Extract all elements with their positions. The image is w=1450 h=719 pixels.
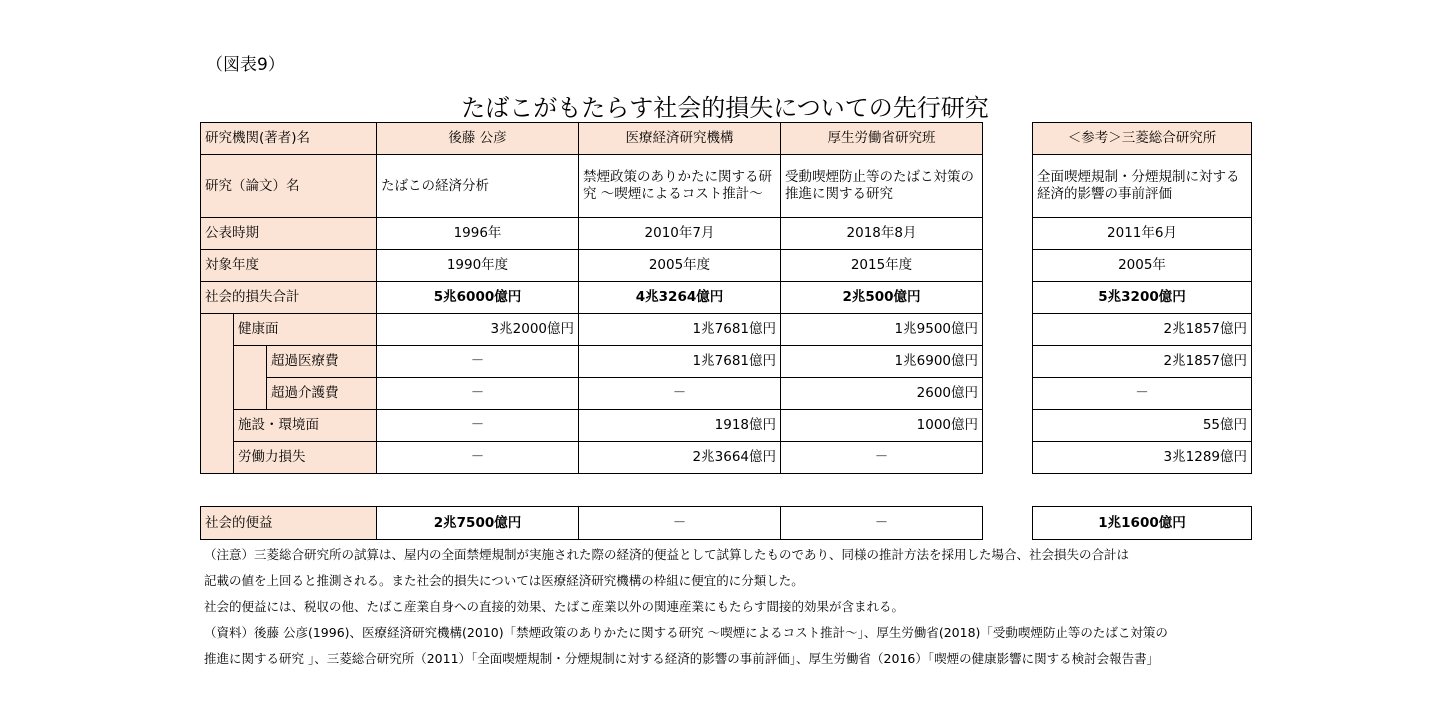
table-cell: －	[579, 378, 781, 410]
table-cell: －	[377, 410, 579, 442]
table-row	[201, 155, 983, 218]
col-header: 後藤 公彦	[377, 123, 579, 155]
table-cell: 2兆3664億円	[579, 442, 781, 474]
table-cell: －	[781, 507, 983, 540]
table-cell: 4兆3264億円	[579, 282, 781, 314]
table-cell: 1996年	[377, 218, 579, 250]
table-cell: －	[781, 442, 983, 474]
table-cell: 55億円	[1033, 410, 1252, 442]
benefit-ref-table	[1032, 506, 1252, 540]
table-cell: 3兆2000億円	[377, 314, 579, 346]
note-line: 推進に関する研究 」、三菱総合研究所（2011）「全面喫煙規制・分煙規制に対する経済的影響の事前評価」、厚生労働省（2016）「喫煙の健康影響に関する検討会報告書」	[204, 651, 1160, 666]
col-header: 医療経済研究機構	[579, 123, 781, 155]
table-cell: 2010年7月	[579, 218, 781, 250]
table-cell: 2兆500億円	[781, 282, 983, 314]
table-cell: たばこの経済分析	[377, 155, 579, 218]
ref-header: ＜参考＞三菱総合研究所	[1033, 123, 1252, 155]
table-cell: －	[1033, 378, 1252, 410]
table-cell: －	[579, 507, 781, 540]
table-row	[201, 218, 983, 250]
note-line: （資料）後藤 公彦(1996)、医療経済研究機構(2010)「禁煙政策のありかたに関する研究 ～喫煙によるコスト推計～」、厚生労働省(2018)「受動喫煙防止等のたばこ対策の	[204, 625, 1168, 640]
table-row	[1033, 218, 1252, 250]
table-row	[201, 123, 983, 155]
table-row	[1033, 442, 1252, 474]
table-cell: 1兆9500億円	[781, 314, 983, 346]
table-cell: 1兆7681億円	[579, 346, 781, 378]
table-row	[1033, 282, 1252, 314]
table-row	[201, 314, 983, 346]
notes	[204, 542, 1168, 672]
table-cell: 2005年	[1033, 250, 1252, 282]
table-cell: 2015年度	[781, 250, 983, 282]
note-line: 社会的便益には、税収の他、たばこ産業自身への直接的効果、たばこ産業以外の関連産業にもたらす間接的効果が含まれる。	[204, 599, 905, 614]
col-header: 厚生労働省研究班	[781, 123, 983, 155]
row-label: 社会的便益	[201, 507, 377, 540]
table-row	[1033, 250, 1252, 282]
table-cell: 2005年度	[579, 250, 781, 282]
table-row	[201, 507, 983, 540]
row-label: 研究（論文）名	[201, 155, 377, 218]
table-row	[1033, 123, 1252, 155]
table-row	[1033, 507, 1252, 540]
reference-table	[1032, 122, 1252, 474]
table-row	[1033, 314, 1252, 346]
table-cell: 2兆1857億円	[1033, 346, 1252, 378]
table-cell: 5兆6000億円	[377, 282, 579, 314]
table-cell: －	[377, 442, 579, 474]
main-table	[200, 122, 983, 474]
table-cell: 5兆3200億円	[1033, 282, 1252, 314]
table-cell: －	[377, 378, 579, 410]
table-row	[201, 346, 983, 378]
note-line: 記載の値を上回ると推測される。また社会的損失については医療経済研究機構の枠組に便宜的に分類した。	[204, 573, 804, 588]
table-row	[1033, 155, 1252, 218]
note-line: （注意）三菱総合研究所の試算は、屋内の全面禁煙規制が実施された際の経済的便益として試算したものであり、同様の推計方法を採用した場合、社会損失の合計は	[204, 547, 1130, 562]
table-row	[201, 282, 983, 314]
row-label: 労働力損失	[234, 442, 377, 474]
table-cell: 3兆1289億円	[1033, 442, 1252, 474]
table-cell: 1000億円	[781, 410, 983, 442]
table-row	[201, 410, 983, 442]
table-cell: 1918億円	[579, 410, 781, 442]
table-cell: 2兆7500億円	[377, 507, 579, 540]
table-row	[201, 442, 983, 474]
indent-spacer	[234, 346, 267, 410]
table-row	[1033, 410, 1252, 442]
figure-label: （図表9）	[206, 55, 285, 75]
row-label: 社会的損失合計	[201, 282, 377, 314]
table-cell: 2兆1857億円	[1033, 314, 1252, 346]
table-cell: 2600億円	[781, 378, 983, 410]
table-cell: 2011年6月	[1033, 218, 1252, 250]
benefit-table	[200, 506, 983, 540]
row-label: 健康面	[234, 314, 377, 346]
table-cell: －	[377, 346, 579, 378]
table-row	[1033, 378, 1252, 410]
table-row	[201, 250, 983, 282]
header-label: 研究機関(著者)名	[201, 123, 377, 155]
row-label: 超過医療費	[267, 346, 377, 378]
table-cell: 禁煙政策のありかたに関する研究 ～喫煙によるコスト推計～	[579, 155, 781, 218]
table-row	[1033, 346, 1252, 378]
indent-spacer	[201, 314, 234, 474]
row-label: 施設・環境面	[234, 410, 377, 442]
table-cell: 全面喫煙規制・分煙規制に対する経済的影響の事前評価	[1033, 155, 1252, 218]
row-label: 公表時期	[201, 218, 377, 250]
table-cell: 1990年度	[377, 250, 579, 282]
table-cell: 1兆7681億円	[579, 314, 781, 346]
table-cell: 2018年8月	[781, 218, 983, 250]
table-row	[201, 378, 983, 410]
row-label: 超過介護費	[267, 378, 377, 410]
row-label: 対象年度	[201, 250, 377, 282]
table-cell: 1兆1600億円	[1033, 507, 1252, 540]
table-cell: 1兆6900億円	[781, 346, 983, 378]
table-cell: 受動喫煙防止等のたばこ対策の推進に関する研究	[781, 155, 983, 218]
page-title: たばこがもたらす社会的損失についての先行研究	[461, 94, 989, 122]
